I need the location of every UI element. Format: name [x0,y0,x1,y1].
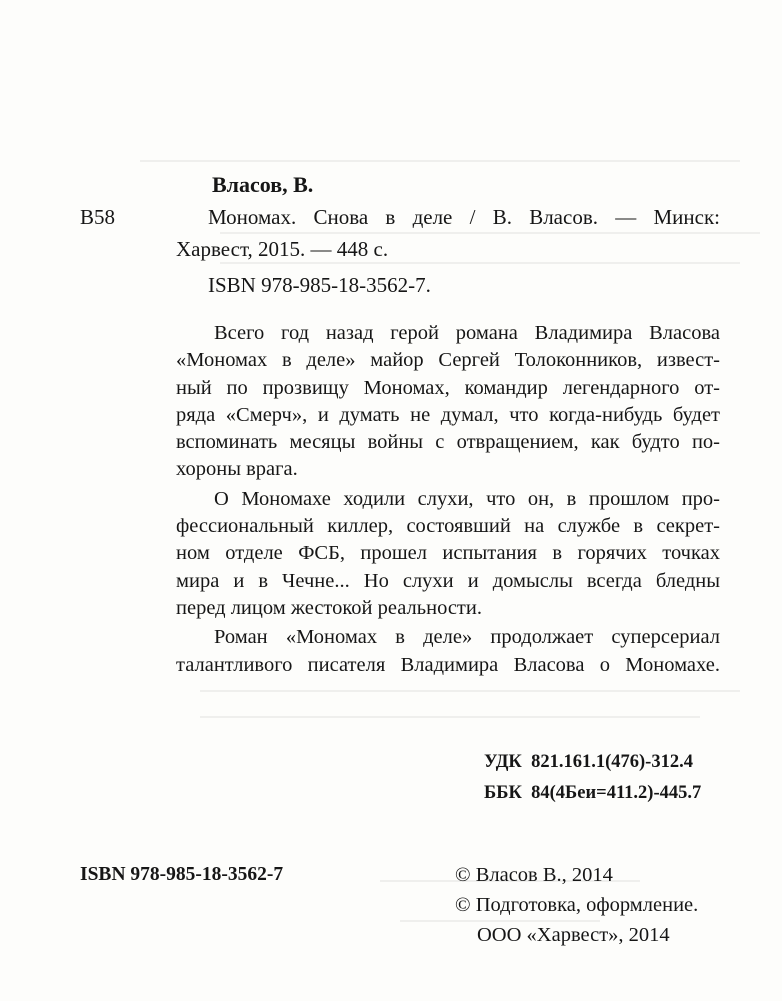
annotation-line: талантливого писателя Владимира Власова о Мономахе. [176,653,720,676]
annotation-line: «Мономах в деле» майор Сергей Толоконников, извест- [176,349,720,372]
annotation-line: ном отделе ФСБ, прошел испытания в горячих точках [176,542,720,565]
annotation-line: вспоминать месяцы войны с отвращением, как будто по- [176,431,720,454]
author-name: Власов, В. [212,172,314,197]
bbk-row [484,783,701,804]
udk-value: 821.161.1(476)-312.4 [531,752,693,772]
udk-row [484,752,693,773]
annotation-line: О Мономахе ходили слухи, что он, в прошлом про- [214,487,720,510]
udk-label: УДК [484,752,522,772]
annotation-line: Всего год назад герой романа Владимира Власова [214,322,720,344]
bbk-label: ББК [484,783,522,803]
bbk-value: 84(4Беи=411.2)-445.7 [531,783,702,803]
annotation-line: фессиональный киллер, состоявший на службе в секрет- [176,515,720,538]
copyright-design: © Подготовка, оформление. [455,894,699,916]
title-line-1: Мономах. Снова в деле / В. Власов. — Минск: [208,205,720,229]
annotation-line: перед лицом жестокой реальности. [176,596,482,619]
annotation-line: Роман «Мономах в деле» продолжает суперсериал [214,626,720,649]
annotation-line: ряда «Смерч», и думать не думал, что когда-нибудь будет [176,403,720,426]
isbn-header: ISBN 978-985-18-3562-7. [208,273,431,297]
copyright-author: © Власов В., 2014 [455,864,613,886]
title-line-2: Харвест, 2015. — 448 с. [176,237,389,261]
annotation-line: ный по прозвищу Мономах, командир легендарного от- [176,376,720,399]
annotation [176,320,720,679]
annotation-line: мира и в Чечне... Но слухи и домыслы всегда бледны [176,569,720,592]
classification-code: В58 [80,205,116,229]
isbn-footer: ISBN 978-985-18-3562-7 [80,864,284,885]
annotation-line: хороны врага. [176,458,298,481]
copyright-publisher: ООО «Харвест», 2014 [477,924,670,946]
